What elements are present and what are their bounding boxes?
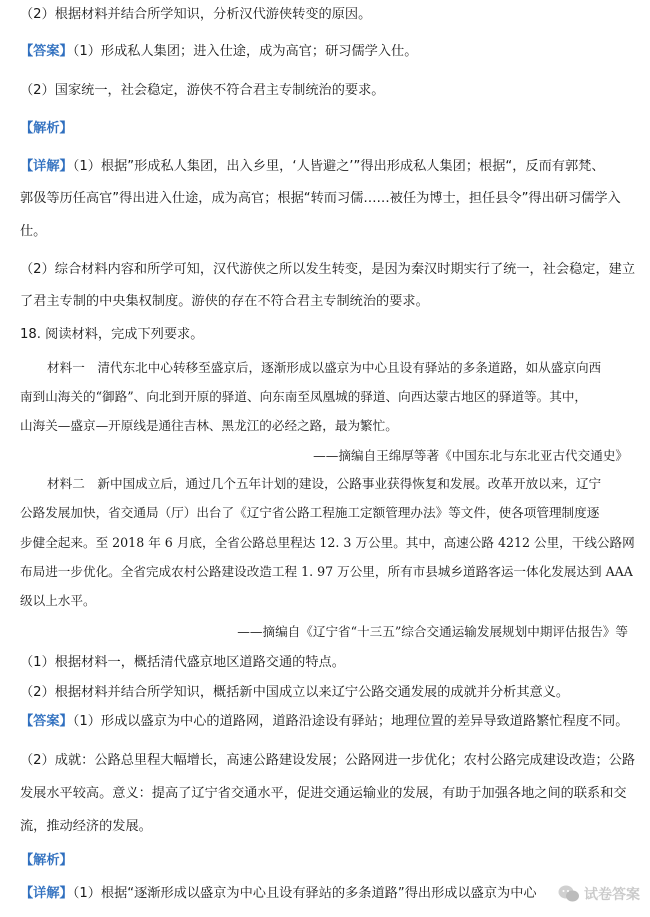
answer-tag: 【答案】 [20, 714, 73, 729]
wechat-icon [558, 884, 580, 904]
q18-material1-source: ——摘编自王绵厚等著《中国东北与东北亚古代交通史》 [313, 448, 628, 463]
q18-sub2: （2）根据材料并结合所学知识，概括新中国成立以来辽宁公路交通发展的成就并分析其意义。 [20, 685, 570, 700]
analysis-tag: 【解析】 [20, 853, 73, 868]
q18-material1-line2: 南到山海关的“御路”、向北到开原的驿道、向东南至凤凰城的驿道、向西达蒙古地区的驿道等。其中， [20, 389, 588, 404]
q18-answer2-line2: 发展水平较高。意义：提高了辽宁省交通水平，促进交通运输业的发展，有助于加强各地之间的联系和交 [20, 786, 627, 801]
q18-detail-text1: （1）根据“逐渐形成以盛京为中心且设有驿站的多条道路”得出形成以盛京为中心 [72, 886, 537, 901]
q17-sub2: （2）根据材料并结合所学知识，分析汉代游侠转变的原因。 [20, 7, 372, 22]
q17-answer-line1 [20, 42, 417, 62]
q17-answer1: （1）形成私人集团；进入仕途，成为高官；研习儒学入仕。 [72, 44, 418, 59]
detail-tag: 【详解】 [20, 159, 73, 174]
q17-detail-line3: 仕。 [20, 224, 47, 239]
q17-detail-line5: 了君主专制的中央集权制度。游侠的存在不符合君主专制统治的要求。 [20, 294, 429, 309]
watermark [558, 884, 640, 904]
analysis-tag: 【解析】 [20, 121, 73, 136]
q18-material2-line4: 布局进一步优化。全省完成农村公路建设改造工程 1. 97 万公里，所有市县城乡道路客运一体化发展达到 AAA [20, 564, 633, 579]
q18-material2-line5: 级以上水平。 [20, 593, 96, 608]
watermark-text: 试卷答案 [584, 887, 640, 903]
detail-tag: 【详解】 [20, 886, 73, 901]
q18-answer1: （1）形成以盛京为中心的道路网，道路沿途设有驿站；地理位置的差异导致道路繁忙程度不同。 [72, 714, 629, 729]
q17-detail-text1: （1）根据”形成私人集团，出入乡里，‘人皆避之’”得出形成私人集团；根据“，反而有郭梵、 [72, 159, 605, 174]
q17-detail-line4: （2）综合材料内容和所学可知，汉代游侠之所以发生转变，是因为秦汉时期实行了统一，社会稳定，建立 [20, 262, 636, 277]
q18-detail-line1 [20, 884, 537, 904]
q17-detail-line2: 郭伋等历任高官”得出进入仕途，成为高官；根据“转而习儒……被任为博士，担任县令”得出研习儒学入 [20, 191, 621, 206]
q18-answer-line1 [20, 712, 628, 732]
q18-material2-line1: 材料二 新中国成立后，通过几个五年计划的建设，公路事业获得恢复和发展。改革开放以来，辽宁 [47, 476, 602, 491]
q18-material2-line3: 步健全起来。至 2018 年 6 月底，全省公路总里程达 12. 3 万公里。其中，高速公路 4212 公里，干线公路网 [20, 535, 635, 550]
q18-material2-line2: 公路发展加快，省交通局（厅）出台了《辽宁省公路工程施工定额管理办法》等文件，使各项管理制度逐 [20, 505, 600, 520]
q18-material2-source: ——摘编自《辽宁省“十三五”综合交通运输发展规划中期评估报告》等 [237, 624, 628, 639]
answer-tag: 【答案】 [20, 44, 73, 59]
q18-sub1: （1）根据材料一，概括清代盛京地区道路交通的特点。 [20, 655, 345, 670]
q18-material1-line1: 材料一 清代东北中心转移至盛京后，逐渐形成以盛京为中心且设有驿站的多条道路，如从盛京向西 [47, 360, 602, 375]
q18-intro: 18. 阅读材料，完成下列要求。 [20, 327, 204, 342]
q18-answer2-line3: 流，推动经济的发展。 [20, 819, 152, 834]
q18-answer2-line1: （2）成就：公路总里程大幅增长，高速公路建设发展；公路网进一步优化；农村公路完成建设改造；公路 [20, 753, 636, 768]
q17-answer2: （2）国家统一，社会稳定，游侠不符合君主专制统治的要求。 [20, 83, 385, 98]
q17-detail-line1 [20, 157, 605, 177]
q18-material1-line3: 山海关—盛京—开原线是通往吉林、黑龙江的必经之路，最为繁忙。 [20, 418, 398, 433]
